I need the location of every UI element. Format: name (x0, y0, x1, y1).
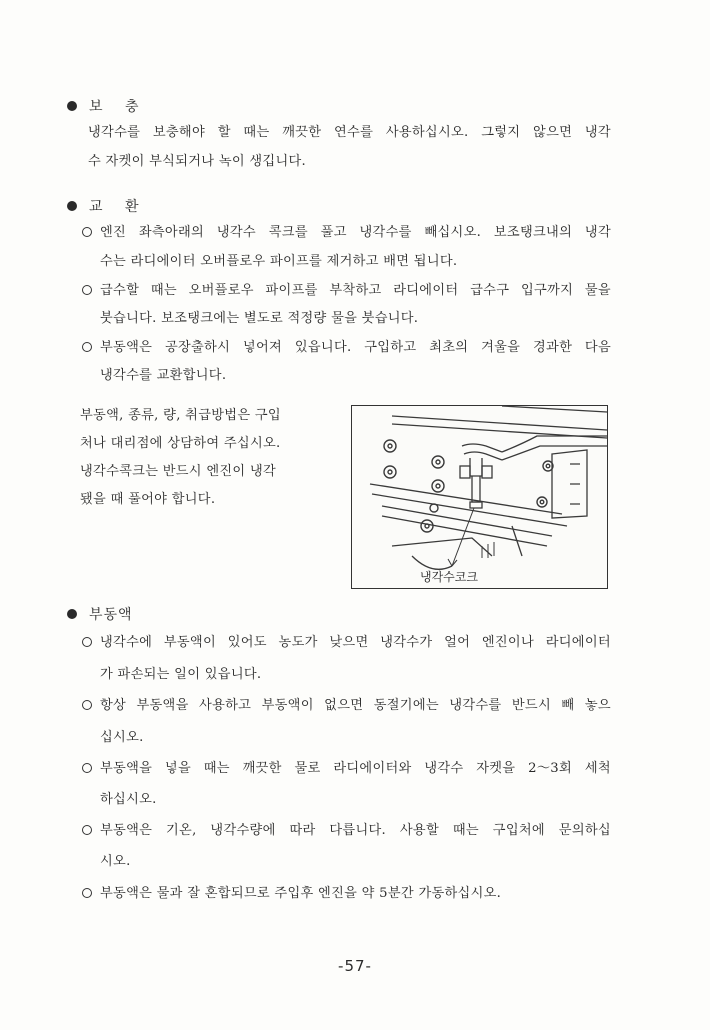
heading-text: 교 환 (89, 199, 148, 215)
word: 사용할 (399, 823, 440, 838)
word: 급수할 (100, 283, 140, 298)
word: 빼 (561, 698, 575, 713)
word: 냉각수 (424, 761, 464, 776)
list-item-line (100, 341, 611, 354)
word: 냉각수를 (88, 125, 141, 140)
list-item-line (100, 699, 611, 712)
word: 다음 (584, 340, 611, 355)
word: 낮으면 (329, 635, 369, 650)
word: 따라 (289, 823, 316, 838)
word: 있어도 (227, 635, 267, 650)
section-heading-replace (67, 196, 148, 216)
word: 최초의 (429, 340, 469, 355)
paragraph-line (88, 126, 611, 139)
word: 라디에이터 (545, 635, 611, 650)
word: 할 (217, 125, 231, 140)
word: 냉각수 (216, 225, 256, 240)
word: 급수구 (470, 283, 510, 298)
word: 오버플로우 (188, 283, 254, 298)
word: 부동액을 (136, 698, 189, 713)
word: 풀고 (320, 225, 347, 240)
word: 놓으 (584, 698, 611, 713)
section-heading-supplement (67, 96, 148, 116)
word: 파이프를 (265, 283, 318, 298)
circle-bullet-icon (82, 227, 92, 237)
list-item-line (100, 226, 611, 239)
bullet-dot-icon (67, 201, 77, 211)
word: 냉각 (584, 125, 611, 140)
word: 물로 (294, 761, 321, 776)
word: 구입하고 (364, 340, 417, 355)
list-item-line: 부동액은 물과 잘 혼합되므로 주입후 엔진을 약 5분간 가동하십시오. (100, 886, 502, 901)
word: 보충해야 (152, 125, 205, 140)
circle-bullet-icon (82, 825, 92, 835)
word: 냉각수를 (359, 225, 412, 240)
coolant-cock-figure (351, 405, 608, 589)
word: 냉각수를 (449, 698, 502, 713)
list-item-line: 붓습니다. 보조탱크에는 별도로 적정량 물을 붓습니다. (100, 311, 419, 326)
bullet-dot-icon (67, 101, 77, 111)
word: 때는 (150, 283, 177, 298)
word: 입구까지 (520, 283, 574, 298)
word: 세척 (584, 761, 611, 776)
word: 부동액이 (163, 635, 217, 650)
word: 부착하고 (329, 283, 382, 298)
word: 경과한 (533, 340, 573, 355)
word: 콕크를 (268, 225, 308, 240)
word: 그렇지 (481, 125, 521, 140)
word: 동절기에는 (373, 698, 439, 713)
note-line: 냉각수콕크는 반드시 엔진이 냉각 (80, 464, 277, 479)
word: 라디에이터와 (333, 761, 412, 776)
word: 냉각 (584, 225, 611, 240)
circle-bullet-icon (82, 700, 92, 710)
note-line: 부동액, 종류, 량, 취급방법은 구입 (80, 408, 281, 423)
word: 때는 (203, 761, 230, 776)
word: 겨울을 (481, 340, 521, 355)
word: 냉각수에 (100, 635, 153, 650)
circle-bullet-icon (82, 342, 92, 352)
word: 사용하고 (199, 698, 252, 713)
word: 빼십시오. (424, 225, 482, 240)
list-item-line (100, 284, 611, 297)
figure-caption: 냉각수코크 (420, 570, 478, 584)
word: 공장출하시 (164, 340, 231, 355)
word: 부동액을 (100, 761, 153, 776)
word: 때는 (452, 823, 479, 838)
word: 기온, (166, 823, 197, 838)
engine-drawing-icon (352, 406, 607, 588)
page-number: -57- (338, 957, 372, 975)
word: 부동액이 (261, 698, 314, 713)
word: 때는 (243, 125, 270, 140)
word: 깨끗한 (242, 761, 282, 776)
list-item-line (100, 824, 611, 837)
word: 구입처에 (492, 823, 545, 838)
word: 보조탱크내의 (493, 225, 573, 240)
word: 물을 (584, 283, 611, 298)
circle-bullet-icon (82, 285, 92, 295)
list-item-line: 냉각수를 교환합니다. (100, 368, 227, 383)
word: 반드시 (511, 698, 551, 713)
word: 엔진이나 (481, 635, 534, 650)
circle-bullet-icon (82, 763, 92, 773)
note-line: 처나 대리점에 상담하여 주십시오. (80, 436, 281, 451)
paragraph-line: 수 자켓이 부식되거나 녹이 생깁니다. (88, 154, 307, 169)
section-heading-antifreeze (67, 604, 133, 624)
circle-bullet-icon (82, 888, 92, 898)
note-line: 됐을 때 풀어야 합니다. (80, 492, 216, 507)
list-item-line: 가 파손되는 일이 있읍니다. (100, 667, 262, 682)
word: 다릅니다. (329, 823, 387, 838)
word: 엔진 (100, 225, 127, 240)
word: 넣을 (164, 761, 191, 776)
list-item-line: 수는 라디에이터 오버플로우 파이프를 제거하고 배면 됩니다. (100, 254, 458, 269)
word: 냉각수량에 (210, 823, 276, 838)
list-item-line (100, 636, 611, 649)
word: 넣어져 (242, 340, 283, 355)
word: 라디에이터 (393, 283, 459, 298)
list-item-line: 하십시오. (100, 792, 157, 807)
bullet-dot-icon (67, 609, 77, 619)
heading-text: 보 충 (89, 99, 148, 115)
word: 2～3회 (528, 761, 573, 776)
circle-bullet-icon (82, 637, 92, 647)
word: 자켓을 (476, 761, 516, 776)
list-item-line (100, 762, 611, 775)
word: 문의하십 (558, 823, 611, 838)
word: 부동액은 (100, 340, 153, 355)
list-item-line: 십시오. (100, 730, 144, 745)
word: 있읍니다. (294, 340, 352, 355)
word: 농도가 (278, 635, 318, 650)
word: 부동액은 (100, 823, 153, 838)
word: 냉각수가 (380, 635, 433, 650)
word: 얼어 (444, 635, 471, 650)
word: 않으면 (533, 125, 573, 140)
word: 깨끗한 (282, 125, 322, 140)
word: 없으면 (324, 698, 364, 713)
word: 좌측아래의 (138, 225, 205, 240)
word: 항상 (100, 698, 127, 713)
heading-text: 부동액 (89, 607, 133, 623)
word: 연수를 (334, 125, 374, 140)
word: 사용하십시오. (385, 125, 469, 140)
list-item-line: 시오. (100, 854, 131, 869)
